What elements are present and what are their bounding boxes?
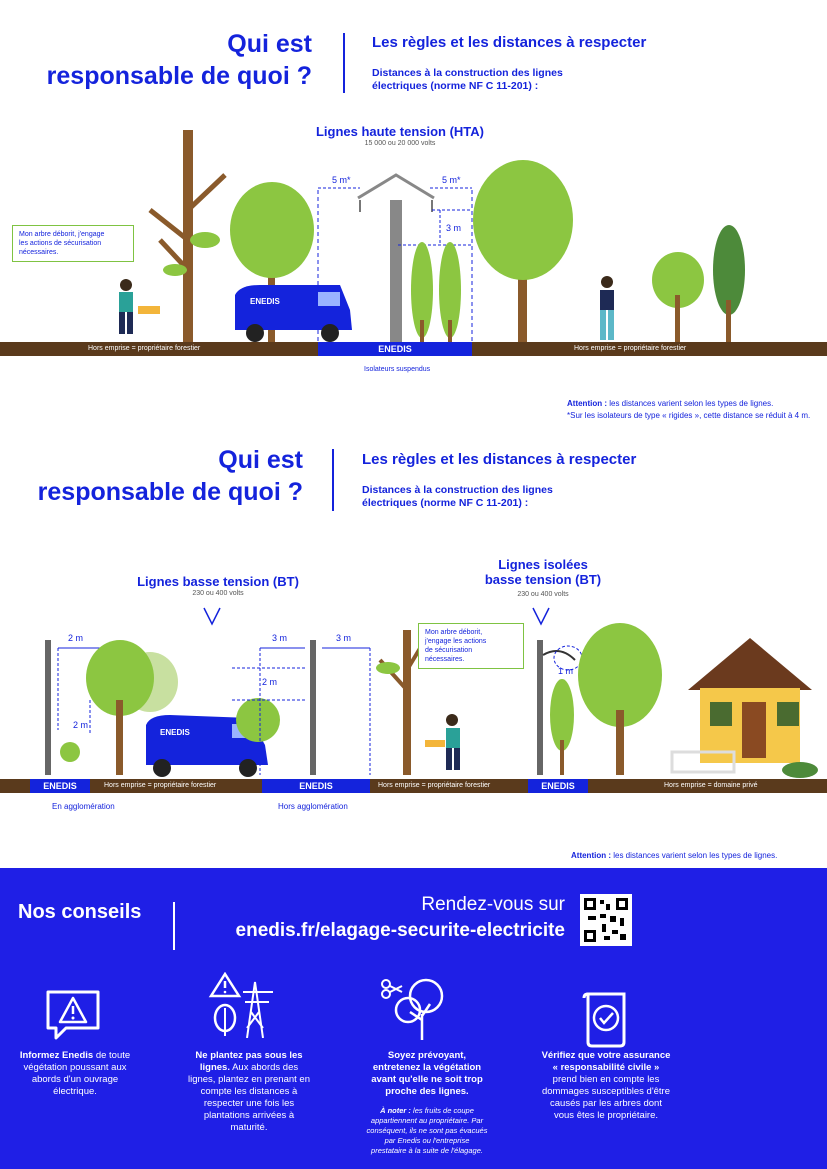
worker-chainsaw xyxy=(119,279,160,334)
top-speech-bubble xyxy=(12,225,134,262)
top-attention-bold: Attention : xyxy=(567,399,607,408)
dim-3m-top: 3 m xyxy=(446,223,462,233)
qr-code-icon xyxy=(584,898,628,942)
bottom-title-line1: Qui est xyxy=(218,446,303,474)
conseil-item-2 xyxy=(185,1050,313,1134)
poplar-trees xyxy=(411,242,461,345)
conseil-3-bold: Soyez prévoyant, entretenez la végétation avant qu'elle ne soit trop proche des lignes. xyxy=(371,1050,483,1097)
bottom-attention-bold: Attention : xyxy=(571,851,611,860)
top-bubble-line1: Mon arbre déborit, j'engage xyxy=(19,231,105,238)
dim-3m-a: 3 m xyxy=(272,633,288,643)
van-logo-bottom: ENEDIS xyxy=(160,728,190,737)
bottom-ground-2 xyxy=(90,779,262,793)
conseil-item-1 xyxy=(12,1050,138,1098)
dim-1m: 1 m xyxy=(558,666,574,676)
hta-volts: 15 000 ou 20 000 volts xyxy=(364,140,436,147)
conseil-item-4 xyxy=(540,1050,672,1122)
bottom-bubble-line3: de sécurisation xyxy=(425,647,473,654)
conseil-1-bold: Informez Enedis xyxy=(19,1050,94,1061)
dim-3m-b: 3 m xyxy=(336,633,352,643)
bottom-enedis-2 xyxy=(262,779,370,793)
top-ground-right-label: Hors emprise = propriétaire forestier xyxy=(574,345,687,352)
alert-bubble-icon xyxy=(44,988,102,1044)
bti-volts: 230 ou 400 volts xyxy=(517,591,569,598)
top-subhead: Les règles et les distances à respecter xyxy=(372,34,647,51)
bottom-ground-4-label: Hors emprise = domaine privé xyxy=(664,782,758,789)
top-attention-text: les distances varient selon les types de lignes. xyxy=(609,399,774,408)
top-attention-note: *Sur les isolateurs de type « rigides », cette distance se réduit à 4 m. xyxy=(567,411,811,420)
conseil-4-bold: Vérifiez que votre assurance « responsabilité civile » xyxy=(541,1050,671,1073)
dim-2m-low: 2 m xyxy=(73,720,89,730)
bottom-bubble-line1: Mon arbre déborit, xyxy=(425,629,483,636)
qr-code[interactable] xyxy=(580,894,632,946)
person-observer xyxy=(600,276,614,340)
van-logo-top: ENEDIS xyxy=(250,297,280,306)
bottom-title-divider xyxy=(332,449,334,511)
bottom-enedis-3 xyxy=(528,779,588,793)
dim-5m-left: 5 m* xyxy=(332,175,351,185)
conseil-3-note xyxy=(366,1106,488,1156)
dim-5m-right: 5 m* xyxy=(442,175,461,185)
bottom-subnote-line2: électriques (norme NF C 11-201) : xyxy=(362,497,529,509)
bottom-ground-2-label: Hors emprise = propriétaire forestier xyxy=(104,782,217,789)
top-subnote-line1: Distances à la construction des lignes xyxy=(372,67,563,79)
enedis-van xyxy=(235,285,352,342)
bottom-ground-1 xyxy=(0,779,30,793)
top-ground-left xyxy=(0,342,318,356)
bottom-subhead: Les règles et les distances à respecter xyxy=(362,451,637,468)
insurance-doc-icon xyxy=(582,992,630,1048)
bottom-ground-3-label: Hors emprise = propriétaire forestier xyxy=(378,782,491,789)
conseils-divider xyxy=(173,902,175,950)
en-agglo-label: En agglomération xyxy=(52,802,115,811)
top-enedis-logo: ENEDIS xyxy=(378,344,412,354)
top-enedis-block xyxy=(318,342,472,356)
conseil-3-note-text: les fruits de coupe appartiennent au propriétaire. Par conséquent, ils ne sont pas évacués par Enedis ou l'entreprise prestataire à la suite de l'élagage. xyxy=(366,1106,488,1155)
isolateurs-label: Isolateurs suspendus xyxy=(364,366,431,373)
conseil-4-text: prend bien en compte les dommages susceptibles d'être causés par les arbres dont vous êtes le propriétaire. xyxy=(541,1074,671,1121)
house xyxy=(672,638,818,778)
hta-label: Lignes haute tension (HTA) xyxy=(315,124,485,139)
trees-far-right xyxy=(652,225,745,345)
top-title-line1: Qui est xyxy=(227,30,312,58)
bottom-subnote xyxy=(362,484,553,510)
conseils-band xyxy=(0,868,827,1169)
bti-label-line2: basse tension (BT) xyxy=(484,572,602,587)
top-title-line2: responsable de quoi ? xyxy=(46,62,312,90)
bottom-subnote-line1: Distances à la construction des lignes xyxy=(362,484,553,496)
bottom-speech-bubble xyxy=(418,623,524,669)
bottom-bubble-line2: j'engage les actions xyxy=(425,638,487,645)
conseil-3-note-bold: À noter : xyxy=(380,1106,411,1115)
bare-tree-left xyxy=(150,130,225,345)
conseil-item-3 xyxy=(366,1050,488,1156)
hors-agglo-label: Hors agglomération xyxy=(278,802,348,811)
pruning-icon xyxy=(380,976,446,1042)
top-ground-left-label: Hors emprise = propriétaire forestier xyxy=(88,345,201,352)
top-title-divider xyxy=(343,33,345,93)
tree-large-right xyxy=(473,160,573,345)
bt-label: Lignes basse tension (BT) xyxy=(137,574,299,589)
top-subnote-line2: électriques (norme NF C 11-201) : xyxy=(372,80,539,92)
top-subnote xyxy=(372,67,563,93)
bti-label-line1: Lignes isolées xyxy=(498,557,588,572)
top-title xyxy=(20,28,312,92)
bt-volts: 230 ou 400 volts xyxy=(192,590,244,597)
top-bubble-line2: les actions de sécurisation xyxy=(19,240,102,247)
conseil-1-text: de toute végétation poussant aux abords d'un ouvrage électrique. xyxy=(23,1050,131,1097)
top-attention xyxy=(567,399,773,408)
pylon-tree-icon xyxy=(207,972,279,1038)
dim-2m-top: 2 m xyxy=(68,633,84,643)
bottom-title xyxy=(10,444,303,508)
conseil-2-text: Aux abords des lignes, plantez en prenant en compte les distances à respecter une fois les plantations arrivées à maturité. xyxy=(187,1062,310,1133)
bottom-attention-text: les distances varient selon les types de lignes. xyxy=(613,851,778,860)
bottom-ground-3 xyxy=(370,779,528,793)
worker-chainsaw-bottom xyxy=(425,714,460,770)
enedis-logo-1: ENEDIS xyxy=(43,781,77,791)
bottom-illustration xyxy=(0,600,827,780)
bottom-bubble-line4: nécessaires. xyxy=(425,656,465,663)
bottom-attention xyxy=(571,851,777,860)
rendez-vous-text: Rendez-vous sur xyxy=(421,894,565,915)
conseils-url[interactable]: enedis.fr/elagage-securite-electricite xyxy=(235,920,565,941)
top-ground-right xyxy=(472,342,827,356)
bottom-title-line2: responsable de quoi ? xyxy=(37,478,303,506)
top-bubble-line3: nécessaires. xyxy=(19,249,59,256)
conseils-title: Nos conseils xyxy=(18,901,142,923)
bottom-enedis-1 xyxy=(30,779,90,793)
dim-2m-mid: 2 m xyxy=(262,677,278,687)
enedis-logo-3: ENEDIS xyxy=(541,781,575,791)
bti-label xyxy=(443,557,643,587)
conseil-2-bold: Ne plantez pas sous les lignes. xyxy=(195,1050,303,1073)
enedis-logo-2: ENEDIS xyxy=(299,781,333,791)
bottom-ground-4 xyxy=(588,779,827,793)
